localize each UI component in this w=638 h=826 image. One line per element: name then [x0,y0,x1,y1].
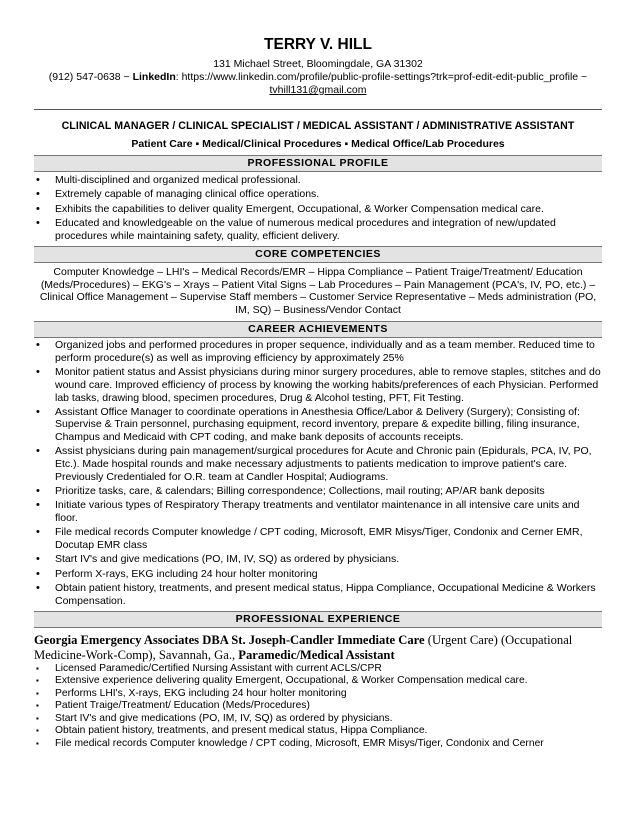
phone: (912) 547-0638 ~ [48,71,133,83]
section-heading-competencies: CORE COMPETENCIES [34,246,602,263]
section-heading-profile: PROFESSIONAL PROFILE [34,155,602,172]
job-header [34,633,602,662]
applicant-name: TERRY V. HILL [264,36,372,53]
list-item: • Assistant Office Manager to coordinate operations in Anesthesia Office/Labor & Delivery (Surgery); Consisting of: Supervise & Train personnel, purchasing equipment, record inventory, prepare & expedite billing, filing insurance, Champus and Medicaid with CPT coding, and make bank deposits of accounts receipts. [34,406,602,444]
target-titles: CLINICAL MANAGER / CLINICAL SPECIALIST / MEDICAL ASSISTANT / ADMINISTRATIVE ASSISTANT [61,120,575,132]
contact-line [34,71,602,97]
section-heading-achievements: CAREER ACHIEVEMENTS [34,321,602,338]
list-item: ▪ Licensed Paramedic/Certified Nursing Assistant with current ACLS/CPR [34,663,602,675]
list-item: • Organized jobs and performed procedures in proper sequence, individually and as a team member. Reduced time to perform procedure(s) as well as improving efficiency by approximately 25% [34,339,602,364]
list-item: ▪ Obtain patient history, treatments, and present medical status, Hippa Compliance. [34,725,602,737]
list-item: ▪ File medical records Computer knowledge / CPT coding, Microsoft, EMR Misys/Tiger, Condonix and Cerner [34,738,602,750]
address: 131 Michael Street, Bloomingdale, GA 31302 [213,58,423,70]
contact-block [34,58,602,97]
employer-name: Georgia Emergency Associates DBA St. Joseph-Candler Immediate Care [34,633,425,648]
profile-list [34,174,602,242]
list-item: • Assist physicians during pain management/surgical procedures for Acute and Chronic pain (Epidurals, PCA, IV, PO, Etc.). Made hospital rounds and make necessary adjustments to patients medication to improve patient's care. Previously Credentialed for O.R. team at Candler Hospital; Audiograms. [34,445,602,483]
list-item: • Monitor patient status and Assist physicians during minor surgery procedures, able to remove staples, stitches and do wound care. Improved efficiency of process by knowing the working habits/preferences of each Physician. Performed lab tasks, drawing blood, specimen procedures, Drug & Alcohol testing, PFT, Fit Testing. [34,366,602,404]
job-duties-list [34,663,602,750]
list-item: • Prioritize tasks, care, & calendars; Billing correspondence; Collections, mail routing; AP/AR bank deposits [34,485,602,498]
list-item: • Educated and knowledgeable on the value of numerous medical procedures and integration of new/updated procedures while maintaining safety, quality, efficient delivery. [34,217,602,242]
list-item: • Obtain patient history, treatments, and present medical status, Hippa Compliance, Occupational Medicine & Workers Compensation. [34,582,602,607]
header-divider [34,109,602,110]
list-item: ▪ Start IV's and give medications (PO, IM, IV, SQ) as ordered by physicians. [34,713,602,725]
list-item: ▪ Extensive experience delivering quality Emergent, Occupational, & Worker Compensation medical care. [34,675,602,687]
list-item: ▪ Patient Traige/Treatment/ Education (Meds/Procedures) [34,700,602,712]
list-item: • Extremely capable of managing clinical office operations. [34,188,602,201]
list-item: • Start IV's and give medications (PO, IM, IV, SQ) as ordered by physicians. [34,553,602,566]
achievements-list [34,339,602,607]
linkedin-url: : https://www.linkedin.com/profile/public-profile-settings?trk=prof-edit-edit-public_profile ~ [175,71,588,83]
list-item: • Exhibits the capabilities to deliver quality Emergent, Occupational, & Worker Compensation medical care. [34,203,602,216]
section-heading-experience: PROFESSIONAL EXPERIENCE [34,611,602,628]
list-item: • Multi-disciplined and organized medical professional. [34,174,602,187]
email-link[interactable]: tvhill131@gmail.com [269,84,367,96]
list-item: • File medical records Computer knowledge / CPT coding, Microsoft, EMR Misys/Tiger, Condonix and Cerner EMR, Docutap EMR class [34,526,602,551]
list-item: ▪ Performs LHI's, X-rays, EKG including 24 hour holter monitoring [34,688,602,700]
competencies-text: Computer Knowledge – LHI's – Medical Records/EMR – Hippa Compliance – Patient Traige/Treatment/ Education (Meds/Procedures) – EKG's – Xrays – Patient Vital Signs – Lab Procedures – Pain Management (PCA's, IV, PO, etc.) – Clinical Office Management – Supervise Staff members – Customer Service Representative – Meds administration (PO, IM, SQ) – Business/Vendor Contact [39,266,597,316]
employer-detail: (Urgent Care) (Occupational Medicine-Work-Comp), Savannah, Ga., [34,633,573,662]
list-item: • Initiate various types of Respiratory Therapy treatments and ventilator maintenance in all intensive care units and floor. [34,499,602,524]
job-role: Paramedic/Medical Assistant [238,647,395,662]
specialties: Patient Care ▪ Medical/Clinical Procedures ▪ Medical Office/Lab Procedures [131,138,505,150]
linkedin-label: LinkedIn [132,71,176,83]
list-item: • Perform X-rays, EKG including 24 hour holter monitoring [34,568,602,581]
